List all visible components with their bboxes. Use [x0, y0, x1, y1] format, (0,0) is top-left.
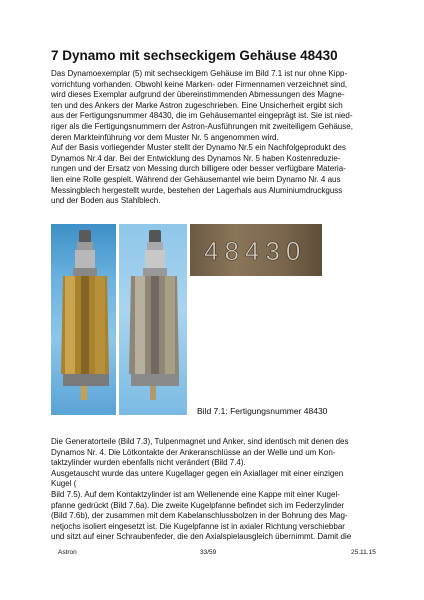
footer-author: Astron — [58, 549, 77, 556]
footer-page-number: 33/59 — [200, 549, 217, 556]
text-line: Kugel ( — [51, 479, 77, 489]
text-line: wird dieses Exemplar aufgrund der übereinstimmenden Abmessungen des Magne- — [51, 90, 345, 100]
text-line: lien eine Rolle gespielt. Während der Gehäusemantel wie beim Dynamo Nr. 4 aus — [51, 174, 341, 184]
section-heading: 7 Dynamo mit sechseckigem Gehäuse 48430 — [51, 48, 338, 63]
text-line: rungen und der Ersatz von Messing durch billigere oder besser verfügbare Materia- — [51, 164, 346, 174]
text-line: ten und des Ankers der Marke Astron zugeschrieben. Eine Unsicherheit ergibt sich — [51, 100, 343, 110]
dynamo-photo-brass — [51, 224, 116, 415]
intro-paragraph — [51, 69, 381, 207]
text-line: Ausgetauscht wurde das untere Kugellager gegen ein Axiallager mit einer einzigen — [51, 468, 344, 478]
text-line: riger als die Fertigungsnummern der Astron-Ausführungen mit zweiteiligem Gehäuse, — [51, 121, 353, 131]
engraved-serial-number: 48430 — [204, 236, 307, 266]
body-paragraph — [51, 437, 381, 543]
text-line: Auf der Basis vorliegender Muster stellt der Dynamo Nr.5 ein Nachfolgeprodukt des — [51, 143, 346, 153]
text-line: vorrichtung vorhanden. Obwohl keine Marken- oder Firmennamen verzeichnet sind, — [51, 79, 348, 89]
serial-number-closeup-photo — [190, 224, 322, 276]
text-line: aus der Fertigungsnummer 48430, die im Gehäusemantel eingeprägt ist. Sie ist nied- — [51, 111, 353, 121]
text-line: Dynamos Nr.4 dar. Bei der Entwicklung des Dynamos Nr. 5 haben Kostenreduzie- — [51, 153, 341, 163]
figure-caption: Bild 7.1: Fertigungsnummer 48430 — [197, 406, 328, 416]
text-line: und der Boden aus Stahlblech. — [51, 196, 161, 206]
text-line: Das Dynamoexemplar (5) mit sechseckigem Gehäuse im Bild 7.1 ist nur ohne Kipp- — [51, 69, 348, 78]
dynamo-photo-silver — [119, 224, 187, 415]
text-line: (Bild 7.6b), der zusammen mit dem Kabelanschlussbolzen in der Bohrung des Mag- — [51, 511, 348, 521]
text-line: netjochs isoliert eingesetzt ist. Die Kugelpfanne ist in axialer Richtung verschiebbar — [51, 521, 345, 531]
text-line: Bild 7.5). Auf dem Kontaktzylinder ist am Wellenende eine Kappe mit einer Kugel- — [51, 489, 340, 499]
text-line: Messingblech hergestellt wurde, bestehen der Lagerhals aus Aluminiumdruckguss — [51, 185, 343, 195]
text-line: taktzylinder wurden ebenfalls nicht verändert (Bild 7.4). — [51, 458, 246, 468]
footer-date: 25.11.15 — [351, 549, 376, 556]
text-line: pfanne gedrückt (Bild 7.6a). Die zweite Kugelpfanne befindet sich im Federzylinder — [51, 500, 345, 510]
text-line: Dynamos Nr. 4. Die Lötkontakte der Ankeranschlüsse an der Welle und um Kon- — [51, 447, 336, 457]
text-line: deren Markteinführung vor dem Muster Nr. 5 angenommen wird. — [51, 132, 279, 142]
text-line: Die Generatorteile (Bild 7.3), Tulpenmagnet und Anker, sind identisch mit denen des — [51, 437, 349, 446]
text-line: und sitzt auf einer Schraubenfeder, die den Axialspielausgleich übernimmt. Damit die — [51, 532, 352, 542]
